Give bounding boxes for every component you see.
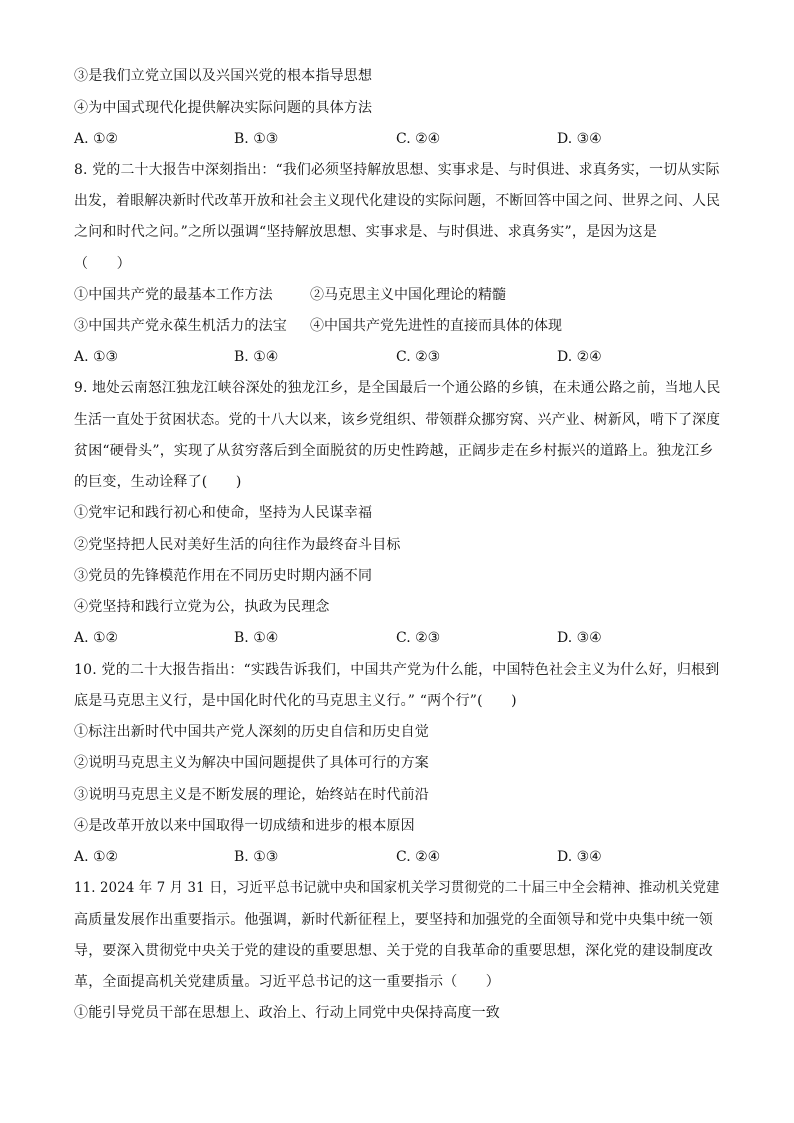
option-d: D. ②④ (557, 349, 602, 365)
q8-statement-4: ④中国共产党先进性的直接而具体的体现 (310, 318, 562, 334)
option-b: B. ①④ (234, 630, 279, 646)
option-c: C. ②③ (396, 349, 441, 365)
q8-stem-line: 之问和时代之问。”之所以强调“坚持解放思想、实事求是、与时俱进、求真务实”，是因为这是 (74, 224, 658, 240)
option-b: B. ①④ (234, 349, 279, 365)
q9-statement-1: ①党牢记和践行初心和使命，坚持为人民谋幸福 (74, 505, 373, 521)
q9-stem-line: 的巨变，生动诠释了( ) (74, 474, 242, 490)
q8-statement-3: ③中国共产党永葆生机活力的法宝 (74, 318, 287, 334)
option-a: A. ①② (74, 630, 119, 646)
q9-stem-line: 9. 地处云南怒江独龙江峡谷深处的独龙江乡，是全国最后一个通公路的乡镇，在未通公路之前，当地人民 (74, 380, 721, 396)
option-c: C. ②③ (396, 630, 441, 646)
q8-stem-line: 8. 党的二十大报告中深刻指出：“我们必须坚持解放思想、实事求是、与时俱进、求真务实，一切从实际 (74, 162, 720, 178)
option-a: A. ①② (74, 849, 119, 865)
option-b: B. ①③ (234, 849, 279, 865)
q9-statement-4: ④党坚持和践行立党为公，执政为民理念 (74, 599, 330, 615)
q11-stem-line: 高质量发展作出重要指示。他强调，新时代新征程上，要坚持和加强党的全面领导和党中央集中统一领 (74, 912, 713, 928)
q10-stem-line: 底是马克思主义行，是中国化时代化的马克思主义行。” “两个行”( ) (74, 693, 517, 709)
q11-stem-line: 革，全面提高机关党建质量。习近平总书记的这一重要指示（ ） (74, 974, 500, 990)
q11-statement-1: ①能引导党员干部在思想上、政治上、行动上同党中央保持高度一致 (74, 1005, 500, 1021)
q11-stem-line: 11. 2024 年 7 月 31 日，习近平总书记就中央和国家机关学习贯彻党的二十届三中全会精神、推动机关党建 (74, 880, 720, 896)
option-d: D. ③④ (557, 849, 602, 865)
q11-stem-line: 导，要深入贯彻党中央关于党的建设的重要思想、关于党的自我革命的重要思想，深化党的建设制度改 (74, 943, 713, 959)
option-d: D. ③④ (557, 131, 602, 147)
q8-statement-2: ②马克思主义中国化理论的精髓 (310, 287, 506, 303)
q10-stem-line: 10. 党的二十大报告指出：“实践告诉我们，中国共产党为什么能，中国特色社会主义为什么好，归根到 (74, 662, 720, 678)
q9-statement-2: ②党坚持把人民对美好生活的向往作为最终奋斗目标 (74, 537, 401, 553)
q8-answer-blank: （ ） (74, 256, 131, 272)
option-a: A. ①② (74, 131, 119, 147)
option-a: A. ①③ (74, 349, 119, 365)
q9-stem-line: 生活一直处于贫困状态。党的十八大以来，该乡党组织、带领群众挪穷窝、兴产业、树新风，啃下了深度 (74, 412, 721, 428)
q10-statement-1: ①标注出新时代中国共产党人深刻的历史自信和历史自觉 (74, 724, 429, 740)
prev-statement-4: ④为中国式现代化提供解决实际问题的具体方法 (74, 100, 373, 116)
q10-statement-4: ④是改革开放以来中国取得一切成绩和进步的根本原因 (74, 818, 415, 834)
option-b: B. ①③ (234, 131, 279, 147)
prev-statement-3: ③是我们立党立国以及兴国兴党的根本指导思想 (74, 68, 373, 84)
q10-statement-3: ③说明马克思主义是不断发展的理论，始终站在时代前沿 (74, 787, 429, 803)
option-d: D. ③④ (557, 630, 602, 646)
q8-stem-line: 出发，着眼解决新时代改革开放和社会主义现代化建设的实际问题，不断回答中国之问、世界之问、人民 (74, 193, 721, 209)
option-c: C. ②④ (396, 131, 441, 147)
option-c: C. ②④ (396, 849, 441, 865)
q10-statement-2: ②说明马克思主义为解决中国问题提供了具体可行的方案 (74, 755, 429, 771)
q8-statement-1: ①中国共产党的最基本工作方法 (74, 287, 273, 303)
q9-statement-3: ③党员的先锋模范作用在不同历史时期内涵不同 (74, 568, 373, 584)
q9-stem-line: 贫困“硬骨头”，实现了从贫穷落后到全面脱贫的历史性跨越，正阔步走在乡村振兴的道路上。独龙江乡 (74, 443, 714, 459)
